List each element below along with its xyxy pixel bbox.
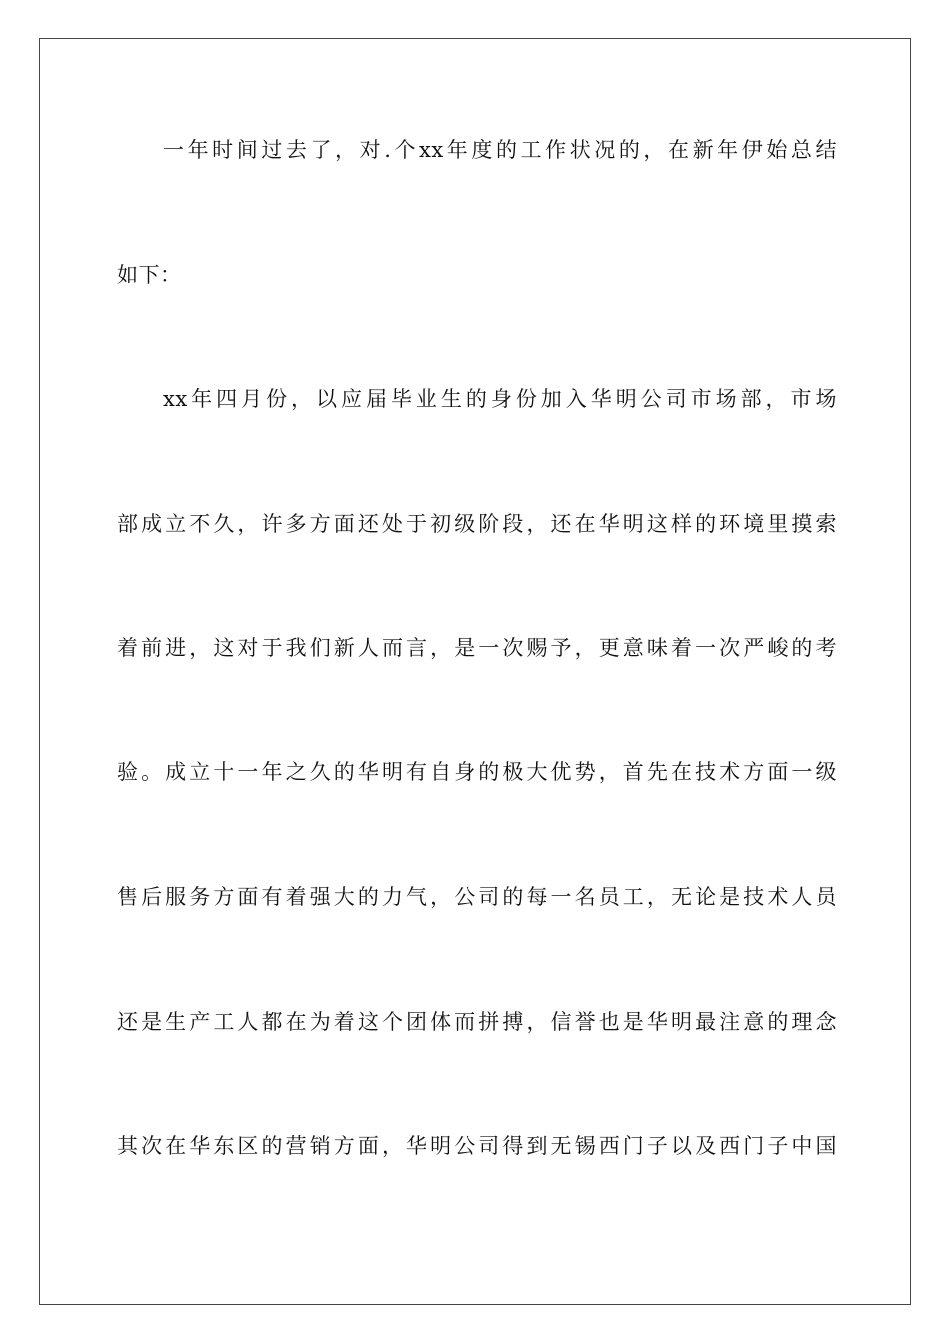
page-border [39, 38, 911, 1305]
paragraph-2-line-2: 部成立不久，许多方面还处于初级阶段，还在华明这样的环境里摸索 [117, 512, 837, 536]
paragraph-2-line-1: xx年四月份，以应届毕业生的身份加入华明公司市场部，市场 [163, 387, 837, 411]
paragraph-2-line-3: 着前进，这对于我们新人而言，是一次赐予，更意味着一次严峻的考 [117, 636, 837, 660]
paragraph-2-line-7: 其次在华东区的营销方面，华明公司得到无锡西门子以及西门子中国 [117, 1134, 837, 1158]
paragraph-1-line-2: 如下： [117, 263, 182, 287]
paragraph-2-line-6: 还是生产工人都在为着这个团体而拼搏，信誉也是华明最注意的理念 [117, 1010, 837, 1034]
paragraph-1-line-1: 一年时间过去了，对.个xx年度的工作状况的，在新年伊始总结 [163, 138, 837, 162]
paragraph-2-line-5: 售后服务方面有着强大的力气，公司的每一名员工，无论是技术人员 [117, 885, 837, 909]
paragraph-2-line-4: 验。成立十一年之久的华明有自身的极大优势，首先在技术方面一级 [117, 760, 837, 784]
